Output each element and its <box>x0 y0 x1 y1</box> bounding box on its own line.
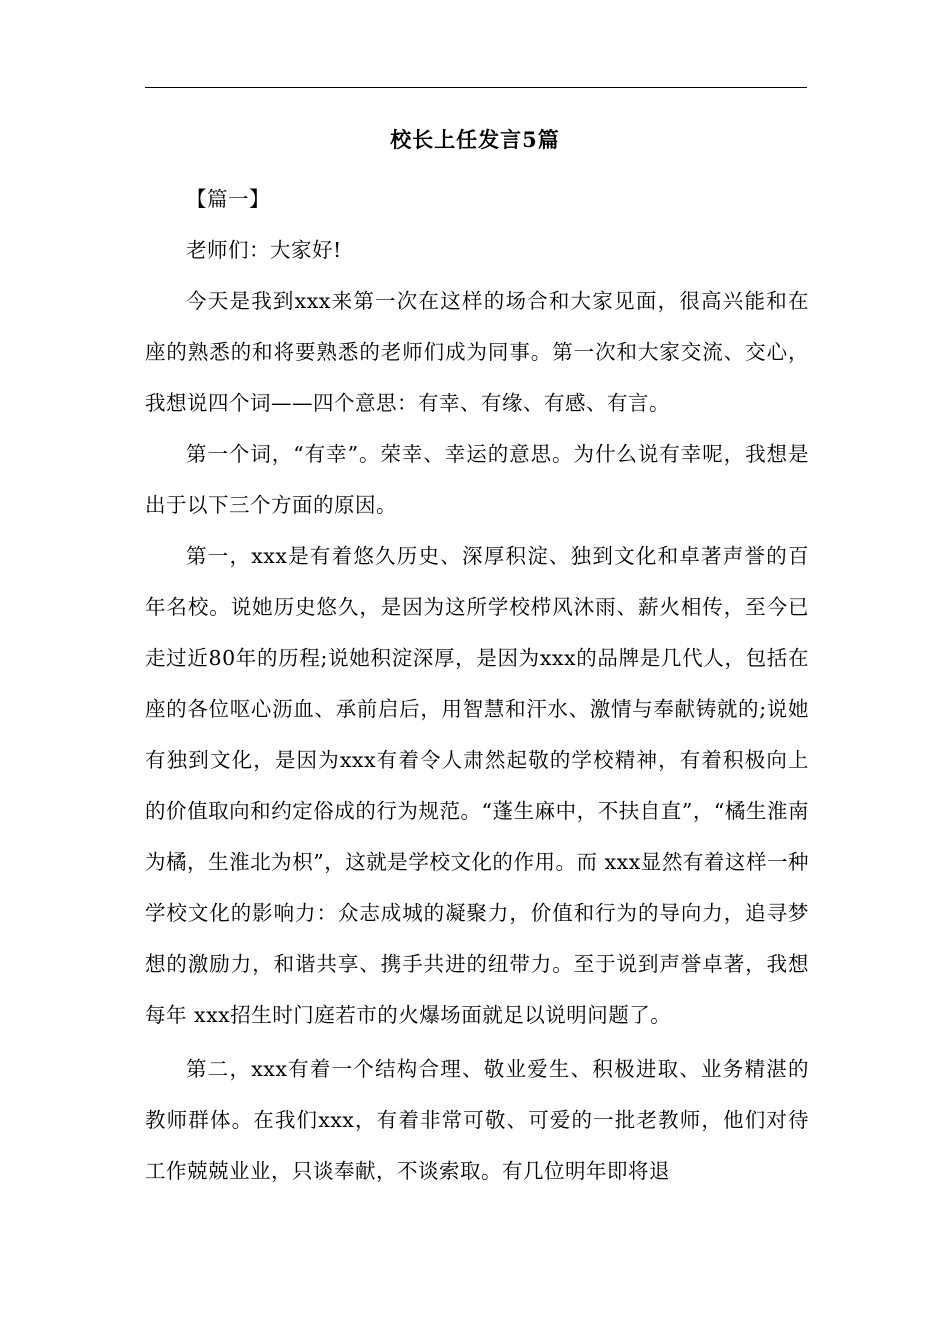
paragraph-greeting: 老师们：大家好! <box>186 238 342 262</box>
paragraph-point-one: 第一，xxx是有着悠久历史、深厚积淀、独到文化和卓著声誉的百年名校。说她历史悠久，是因为这所学校栉风沐雨、薪火相传，至今已走过近80年的历程;说她积淀深厚，是因为xxx的品牌是几代人，包括在座的各位呕心沥血、承前启后，用智慧和汗水、激情与奉献铸就的;说她有独到文化，是因为xxx有着令人肃然起敬的学校精神，有着积极向上的价值取向和约定俗成的行为规范。“蓬生麻中，不扶自直”，“橘生淮南为橘，生淮北为枳”，这就是学校文化的作用。而 xxx显然有着这样一种学校文化的影响力：众志成城的凝聚力，价值和行为的导向力，追寻梦想的激励力，和谐共享、携手共进的纽带力。至于说到声誉卓著，我想每年 xxx招生时门庭若市的火爆场面就足以说明问题了。 <box>145 544 809 1027</box>
paragraph-first-word: 第一个词，“有幸”。荣幸、幸运的意思。为什么说有幸呢，我想是出于以下三个方面的原因。 <box>145 442 809 517</box>
section-heading: 【篇一】 <box>186 187 270 211</box>
document-body <box>145 174 809 1197</box>
paragraph-point-two: 第二，xxx有着一个结构合理、敬业爱生、积极进取、业务精湛的教师群体。在我们xxx，有着非常可敬、可爱的一批老教师，他们对待工作兢兢业业，只谈奉献，不谈索取。有几位明年即将退 <box>145 1057 809 1183</box>
document-title: 校长上任发言5篇 <box>390 127 560 152</box>
paragraph-intro: 今天是我到xxx来第一次在这样的场合和大家见面，很高兴能和在座的熟悉的和将要熟悉的老师们成为同事。第一次和大家交流、交心，我想说四个词——四个意思：有幸、有缘、有感、有言。 <box>145 289 809 415</box>
header-rule <box>145 87 807 88</box>
